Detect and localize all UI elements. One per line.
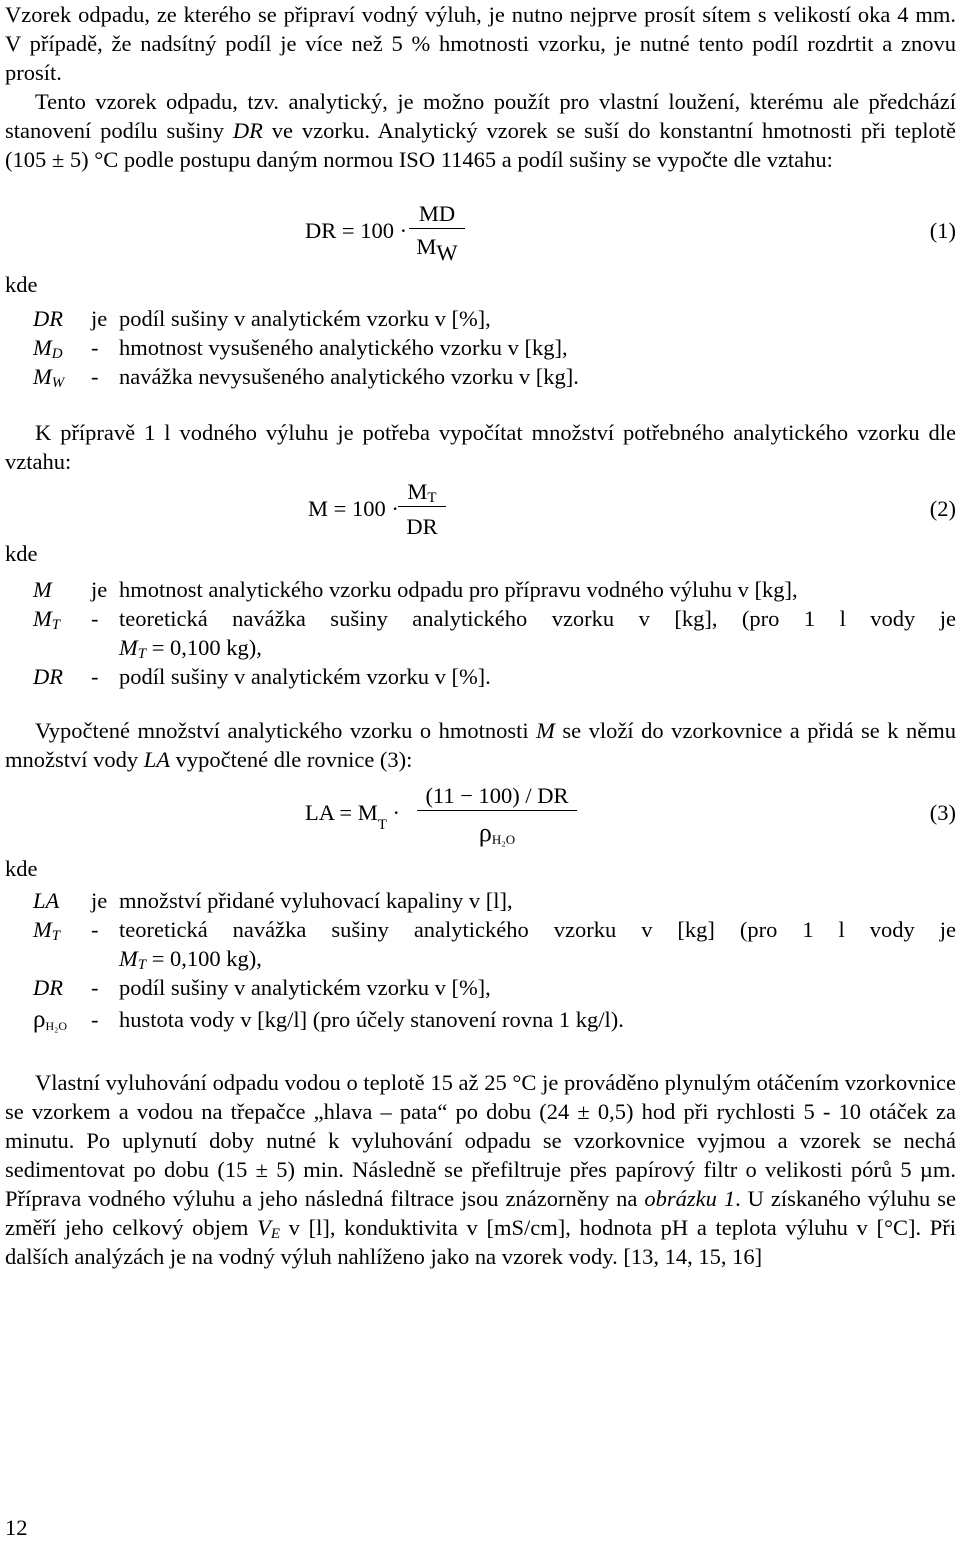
definition-row: DR je podíl sušiny v analytickém vzorku v [%], [33,306,491,331]
kde-label: kde [5,541,38,566]
kde-label: kde [5,272,38,297]
definition-row: $\rho_{H_2O}$ - hustota vody v [kg/l] (pro účely stanovení rovna 1 kg/l). [33,1006,624,1033]
equation-2-denominator: DR [406,514,438,539]
equation-2-number: (2) [929,496,956,521]
paragraph-sieving: Vzorek odpadu, ze kterého se připraví vodný výluh, je nutno nejprve prosít sítem s velikostí oka 4 mm. V případě, že nadsítný podíl je více než 5 % hmotnosti vzorku, je nutné tento podíl rozdrtit a znovu prosít. [5,2,956,85]
equation-3-numerator: (11 − 100) / DR [417,782,577,811]
equation-3 [5,780,956,860]
definition-row: $M_D$ - hmotnost vysušeného analytického vzorku v [kg], [33,335,568,362]
definition-row: $M_T$ - teoretická navážka sušiny analytického vzorku v [kg], (pro 1 l vody je [33,606,956,633]
definition-row: LA je množství přidané vyluhovací kapaliny v [l], [33,888,513,913]
paragraph-analytic-sample: Tento vzorek odpadu, tzv. analytický, je možno použít pro vlastní loužení, kterému ale předchází stanovení podílu sušiny DR ve vzorku. Analytický vzorek se suší do konstantní hmotnosti při teplotě (105 ± 5) °C podle postupu daným normou ISO 11465 a podíl sušiny se vypočte dle vztahu: [5,89,957,172]
paragraph-leaching: Vlastní vyluhování odpadu vodou o teplotě 15 až 25 °C je prováděno plynulým otáčením vzorkovnice se vzorkem a vodou na třepačce „hlava – pata“ po dobu (24 ± 0,5) hod při rychlosti 5 - 10 otáček za minutu. Po uplynutí doby nutné k vyluhování odpadu se vzorkovnice vyjmou a vzorek se nechá sedimentovat po dobu (15 ± 5) min. Následně se přefiltruje přes papírový filtr o velikosti pórů 5 µm. Příprava vodného výluhu a jeho následná filtrace jsou znázorněny na obrázku 1. U získaného výluhu se změří jeho celkový objem $V_E$ v [l], konduktivita v [mS/cm], hodnota pH a teplota výluhu v [°C]. Při dalších analýzách je na vodný výluh nahlíženo jako na vzorek vody. [13, 14, 15, 16] [5,1070,956,1269]
paragraph-prep: K přípravě 1 l vodného výluhu je potřeba vypočítat množství potřebného analytického vzorku dle vztahu: [5,420,956,474]
kde-label: kde [5,856,38,881]
equation-2-lhs: M = 100 · [308,496,399,521]
equation-2-numerator: $M_T$ [398,478,446,507]
paragraph-la: Vypočtené množství analytického vzorku o hmotnosti M se vloží do vzorkovnice a přidá se k němu množství vody LA vypočtené dle rovnice (3): [5,718,956,772]
equation-1-lhs: DR = 100 · [305,218,408,243]
equation-1-number: (1) [929,218,956,243]
equation-3-denominator: $\rho_{H_2O}$ [478,818,516,847]
definition-row: M je hmotnost analytického vzorku odpadu pro přípravu vodného výluhu v [kg], [33,577,798,602]
definition-row: $M_T = 0,100$ kg), [119,635,262,662]
equation-1 [5,198,956,268]
equation-3-lhs: LA = $M_T$ · [305,800,400,833]
definitions-1 [33,304,956,391]
definition-row: DR - podíl sušiny v analytickém vzorku v [%]. [33,664,491,689]
definitions-2 [33,575,956,691]
definition-row: $M_W$ - navážka nevysušeného analytického vzorku v [kg]. [33,364,579,391]
definition-row: $M_T = 0,100$ kg), [119,946,262,973]
definition-row: $M_T$ - teoretická navážka sušiny analytického vzorku v [kg] (pro 1 l vody je [33,917,956,944]
equation-2 [5,476,956,546]
equation-1-numerator: MD [409,200,465,229]
definitions-3 [33,886,956,1034]
equation-1-denominator: MW [416,234,458,265]
page-number: 12 [5,1515,28,1540]
equation-3-number: (3) [929,800,956,825]
definition-row: DR - podíl sušiny v analytickém vzorku v [%], [33,975,491,1000]
